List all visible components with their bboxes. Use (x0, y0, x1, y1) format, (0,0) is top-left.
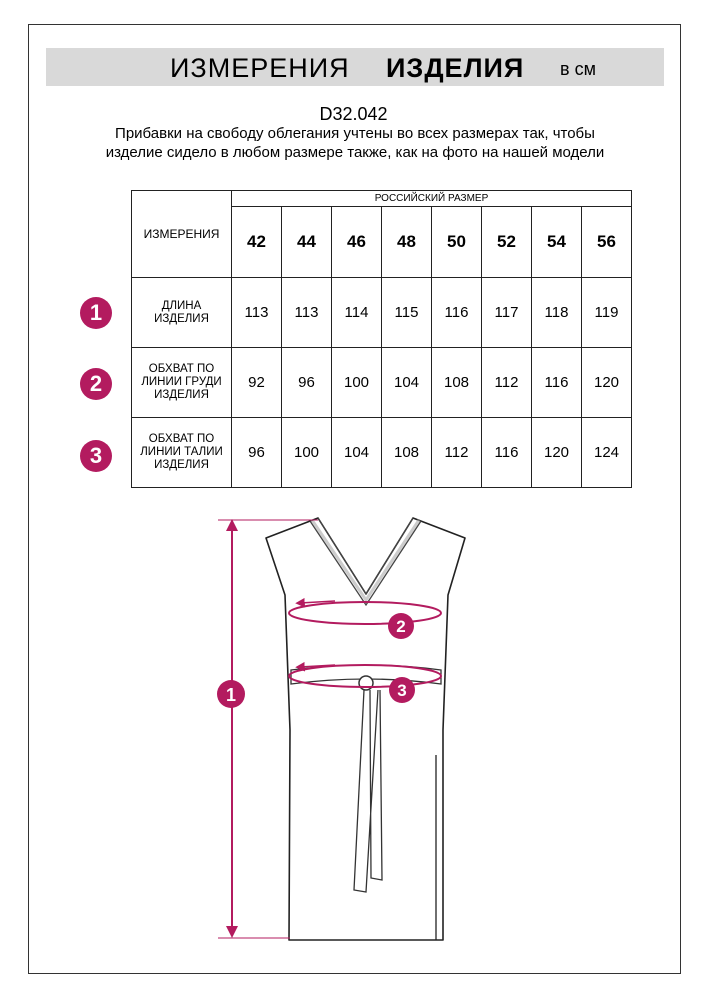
value-cell: 115 (382, 278, 432, 348)
value-cell: 119 (582, 278, 632, 348)
row-label-line: ОБХВАТ ПО (148, 363, 215, 375)
row-label-line: ОБХВАТ ПО (148, 433, 215, 445)
value-cell: 120 (582, 348, 632, 418)
row-label-line: ДЛИНА (161, 299, 202, 312)
row-number-badge: 2 (80, 368, 112, 400)
value-cell: 112 (482, 348, 532, 418)
value-cell: 118 (532, 278, 582, 348)
value-cell: 100 (282, 418, 332, 488)
value-cell: 124 (582, 418, 632, 488)
row-label-line: ЛИНИИ ТАЛИИ (140, 446, 223, 458)
size-cell: 44 (282, 207, 332, 278)
size-cell: 46 (332, 207, 382, 278)
value-cell: 120 (532, 418, 582, 488)
row-label-line: ИЗДЕЛИЯ (154, 312, 209, 325)
value-cell: 100 (332, 348, 382, 418)
product-code: D32.042 (319, 104, 388, 124)
value-cell: 104 (332, 418, 382, 488)
value-cell: 114 (332, 278, 382, 348)
title-part2: ИЗДЕЛИЯ (386, 53, 525, 83)
title-part1: ИЗМЕРЕНИЯ (170, 53, 350, 83)
row-label-line: ИЗДЕЛИЯ (154, 459, 209, 471)
row-number-badge: 1 (80, 297, 112, 329)
value-cell: 108 (382, 418, 432, 488)
value-cell: 117 (482, 278, 532, 348)
value-cell: 104 (382, 348, 432, 418)
value-cell: 96 (232, 418, 282, 488)
size-cell: 56 (582, 207, 632, 278)
size-cell: 52 (482, 207, 532, 278)
size-cell: 42 (232, 207, 282, 278)
row-number-badge: 3 (80, 440, 112, 472)
value-cell: 116 (532, 348, 582, 418)
value-cell: 112 (432, 418, 482, 488)
value-cell: 113 (282, 278, 332, 348)
value-cell: 116 (482, 418, 532, 488)
dress-outline (266, 518, 465, 940)
size-cell: 48 (382, 207, 432, 278)
size-header: РОССИЙСКИЙ РАЗМЕР (232, 191, 632, 207)
size-cell: 54 (532, 207, 582, 278)
marker-3-label: 3 (397, 681, 407, 700)
value-cell: 108 (432, 348, 482, 418)
title-unit: в см (560, 59, 596, 79)
measurements-header: ИЗМЕРЕНИЯ (132, 191, 232, 278)
value-cell: 92 (232, 348, 282, 418)
value-cell: 113 (232, 278, 282, 348)
row-label-line: ЛИНИИ ГРУДИ (141, 376, 222, 388)
value-cell: 96 (282, 348, 332, 418)
value-cell: 116 (432, 278, 482, 348)
marker-1-label: 1 (225, 685, 237, 705)
size-cell: 50 (432, 207, 482, 278)
fit-note: Прибавки на свободу облегания учтены во всех размерах так, чтобы изделие сидело в любом размере также, как на фото на нашей модели (105, 125, 605, 161)
marker-2-label: 2 (396, 617, 406, 636)
row-label-line: ИЗДЕЛИЯ (154, 389, 209, 401)
